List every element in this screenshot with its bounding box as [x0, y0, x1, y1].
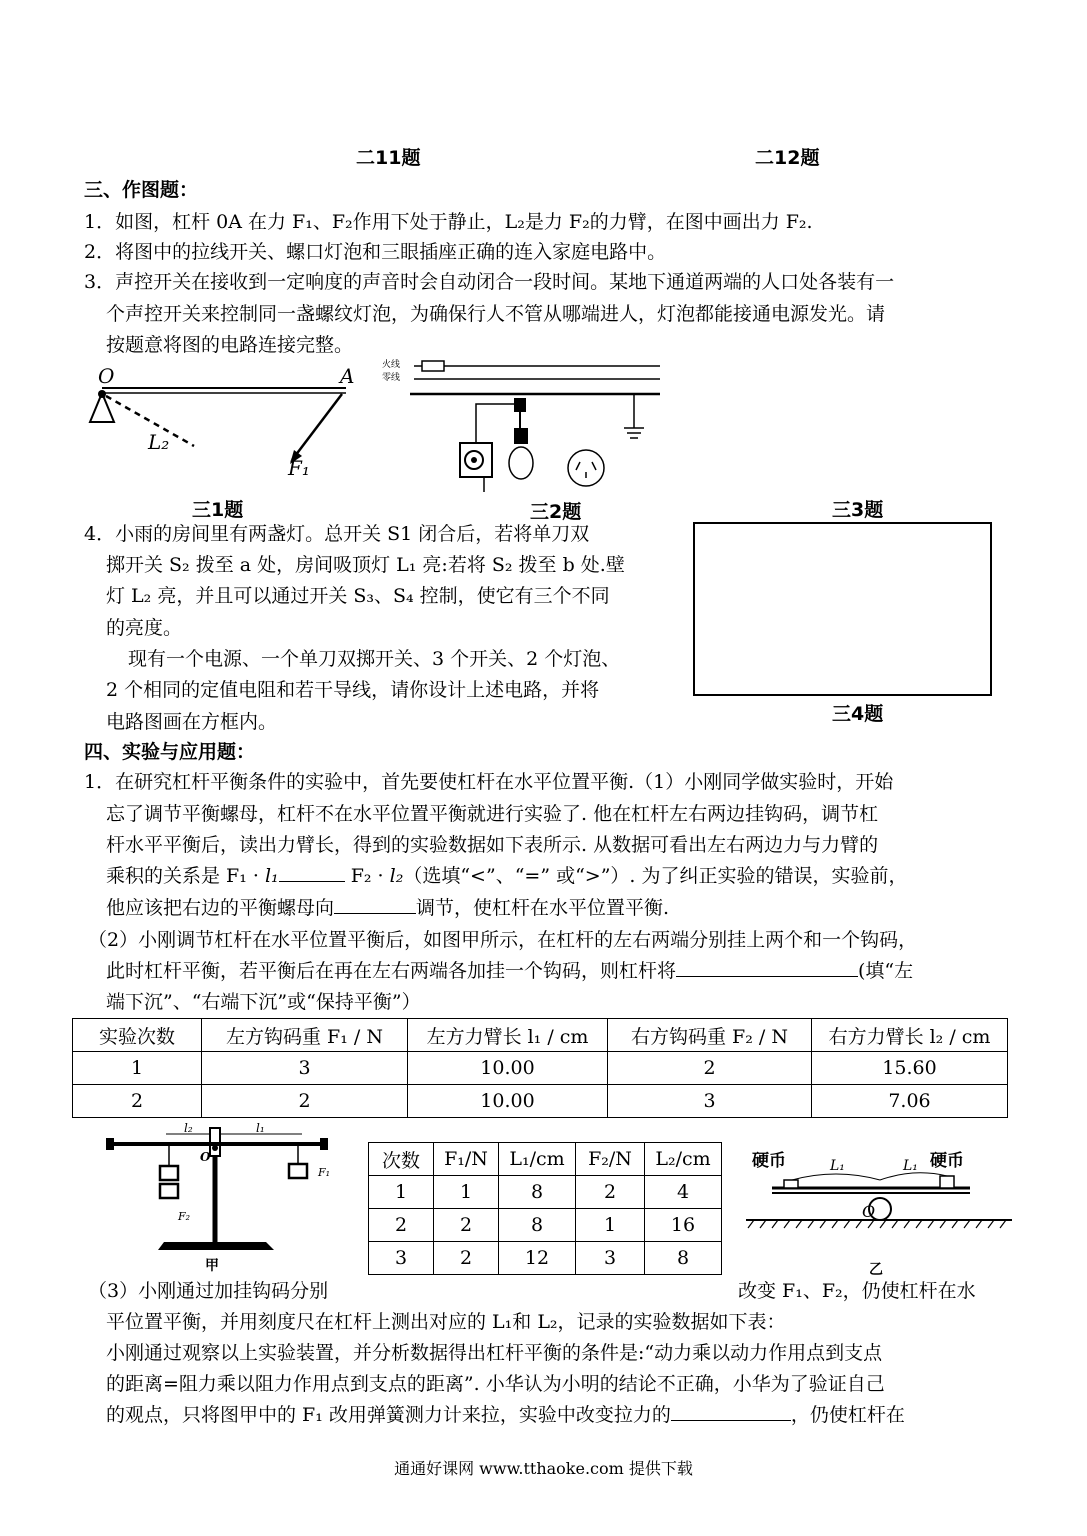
table-row	[73, 1052, 1008, 1085]
label-L2: L₂	[148, 430, 170, 454]
s3-q4-line3: 灯 L₂ 亮，并且可以通过开关 S₃、S₄ 控制，使它有三个不同	[106, 585, 610, 607]
s3-q4-line5: 现有一个电源、一个单刀双掷开关、3 个开关、2 个灯泡、	[128, 648, 621, 670]
s4-p1-line5: 他应该把右边的平衡螺母向 调节，使杠杆在水平位置平衡.	[106, 892, 669, 924]
drawing-box	[693, 522, 992, 696]
table-cell: 1	[576, 1209, 645, 1242]
s3-q4-line1: 4．小雨的房间里有两盏灯。总开关 S1 闭合后，若将单刀双	[84, 523, 590, 545]
blank-force-property[interactable]	[671, 1400, 791, 1421]
page-footer: 通通好课网 www.tthaoke.com 提供下载	[394, 1459, 693, 1478]
caption-q2-11: 二11题	[356, 147, 421, 169]
table-cell: 3	[369, 1242, 434, 1275]
label-O-yi: O	[862, 1202, 876, 1221]
blank-direction[interactable]	[334, 893, 416, 914]
label-F1-jia: F₁	[318, 1166, 331, 1179]
s4-p3-line4: 的距离=阻力乘以阻力作用点到支点的距离”. 小华认为小明的结论不正确，小华为了验证自己	[106, 1373, 885, 1395]
header-cell: 右方钩码重 F₂ / N	[608, 1019, 812, 1052]
s4-p2-line1: （2）小刚调节杠杆在水平位置平衡后，如图甲所示，在杠杆的左右两端分别挂上两个和一个钩码，	[88, 929, 918, 951]
label-coin-right: 硬币	[930, 1151, 964, 1171]
caption-q3-2: 三2题	[530, 501, 582, 523]
s3-q2: 2．将图中的拉线开关、螺口灯泡和三眼插座正确的连入家庭电路中。	[84, 241, 667, 263]
table-cell: 2	[434, 1242, 499, 1275]
s3-q3-line1: 3．声控开关在接收到一定响度的声音时会自动闭合一段时间。某地下通道两端的人口处各装有一	[84, 271, 895, 293]
table-cell: 8	[645, 1242, 722, 1275]
section4-heading: 四、实验与应用题：	[84, 741, 256, 763]
lever-figure-3-1	[84, 360, 374, 490]
caption-jia: 甲	[205, 1258, 219, 1274]
lever-apparatus-jia	[104, 1120, 334, 1260]
s3-q3-line2: 个声控开关来控制同一盏螺纹灯泡，为确保行人不管从哪端进人，灯泡都能接通电源发光。请	[106, 303, 886, 325]
table-row	[369, 1176, 722, 1209]
header-cell: L₂/cm	[645, 1143, 722, 1176]
experiment-table-1	[72, 1018, 1008, 1118]
household-circuit-figure	[380, 358, 670, 498]
label-coin-left: 硬币	[752, 1151, 786, 1171]
s4-p1-line3: 杆水平平衡后，读出力臂长，得到的实验数据如下表所示. 从数据可看出左右两边力与力臂的	[106, 834, 879, 856]
s4-p3-line2: 平位置平衡，并用刻度尺在杠杆上测出对应的 L₁和 L₂，记录的实验数据如下表：	[106, 1311, 786, 1333]
s4-p1-line2: 忘了调节平衡螺母，杠杆不在水平位置平衡就进行实验了. 他在杠杆左右两边挂钩码，调节杠	[106, 803, 879, 825]
s3-q4-line6: 2 个相同的定值电阻和若干导线，请你设计上述电路，并将	[106, 679, 600, 701]
table-cell: 2	[434, 1209, 499, 1242]
table-cell: 12	[499, 1242, 576, 1275]
header-cell: L₁/cm	[499, 1143, 576, 1176]
caption-q3-1: 三1题	[192, 499, 244, 521]
header-cell: F₁/N	[434, 1143, 499, 1176]
header-cell: 右方力臂长 l₂ / cm	[812, 1019, 1008, 1052]
table-header-row	[369, 1143, 722, 1176]
caption-q3-3: 三3题	[832, 499, 884, 521]
s4-p3-line3: 小刚通过观察以上实验装置，并分析数据得出杠杆平衡的条件是:“动力乘以动力作用点到支点	[106, 1342, 883, 1364]
table-row	[369, 1242, 722, 1275]
table-cell: 10.00	[408, 1085, 608, 1118]
table-cell: 4	[645, 1176, 722, 1209]
label-L1-left: L₁	[830, 1158, 845, 1174]
s4-p2-line3: 端下沉”、“右端下沉”或“保持平衡”）	[106, 991, 421, 1013]
table-cell: 3	[608, 1085, 812, 1118]
s3-q4-line7: 电路图画在方框内。	[106, 711, 278, 733]
table-cell: 1	[369, 1176, 434, 1209]
table-cell: 2	[576, 1176, 645, 1209]
table-cell: 2	[369, 1209, 434, 1242]
header-cell: 实验次数	[73, 1019, 202, 1052]
s3-q4-line4: 的亮度。	[106, 617, 183, 639]
table-cell: 8	[499, 1176, 576, 1209]
header-cell: 左方力臂长 l₁ / cm	[408, 1019, 608, 1052]
table-cell: 2	[202, 1085, 408, 1118]
table-cell: 1	[434, 1176, 499, 1209]
caption-q2-12: 二12题	[755, 147, 820, 169]
label-fire-wire: 火线	[382, 360, 401, 370]
table-cell: 1	[73, 1052, 202, 1085]
s4-p3-line5: 的观点，只将图甲中的 F₁ 改用弹簧测力计来拉，实验中改变拉力的 ，仍使杠杆在	[106, 1399, 905, 1431]
caption-yi: 乙	[869, 1262, 883, 1278]
s4-p2-line2: 此时杠杆平衡，若平衡后在再在左右两端各加挂一个钩码，则杠杆将 (填“左	[106, 955, 913, 987]
table-header-row	[73, 1019, 1008, 1052]
s4-p3-line1a: （3）小刚通过加挂钩码分别	[88, 1280, 329, 1302]
table-cell: 2	[608, 1052, 812, 1085]
s3-q1: 1．如图，杠杆 0A 在力 F₁、F₂作用下处于静止，L₂是力 F₂的力臂，在图中画出力 F₂.	[84, 211, 813, 233]
table-row	[369, 1209, 722, 1242]
blank-lever-result[interactable]	[676, 956, 858, 977]
s4-p3-line1b: 改变 F₁、F₂，仍使杠杆在水	[738, 1280, 976, 1302]
caption-q3-4: 三4题	[832, 703, 884, 725]
section3-heading: 三、作图题：	[84, 179, 199, 201]
table-cell: 7.06	[812, 1085, 1008, 1118]
label-L1-right: L₁	[903, 1158, 918, 1174]
table-cell: 16	[645, 1209, 722, 1242]
label-l1-jia: l₁	[256, 1121, 265, 1135]
label-zero-wire: 零线	[382, 373, 401, 383]
header-cell: F₂/N	[576, 1143, 645, 1176]
table-cell: 8	[499, 1209, 576, 1242]
experiment-table-2	[368, 1142, 722, 1275]
table-cell: 2	[73, 1085, 202, 1118]
table-cell: 3	[576, 1242, 645, 1275]
table-cell: 10.00	[408, 1052, 608, 1085]
blank-relation[interactable]	[279, 861, 345, 882]
label-A: A	[340, 364, 355, 388]
label-O-jia: O	[200, 1150, 211, 1164]
table-row	[73, 1085, 1008, 1118]
header-cell: 次数	[369, 1143, 434, 1176]
s4-p1-line1: 1．在研究杠杆平衡条件的实验中，首先要使杠杆在水平位置平衡.（1）小刚同学做实验时，开始	[84, 771, 894, 793]
label-F2-jia: F₂	[178, 1210, 191, 1223]
header-cell: 左方钩码重 F₁ / N	[202, 1019, 408, 1052]
s3-q4-line2: 掷开关 S₂ 拨至 a 处，房间吸顶灯 L₁ 亮:若将 S₂ 拨至 b 处.壁	[106, 554, 625, 576]
table-cell: 15.60	[812, 1052, 1008, 1085]
label-F1: F₁	[288, 456, 310, 480]
label-O: O	[98, 364, 115, 388]
s4-p1-line4: 乘积的关系是 F₁ · l₁ F₂ · l₂（选填“<”、“=” 或“>”）. 为了纠正实验的错误，实验前，	[106, 860, 908, 892]
s3-q3-line3: 按题意将图的电路连接完整。	[106, 334, 354, 356]
label-l2-jia: l₂	[184, 1121, 193, 1135]
table-cell: 3	[202, 1052, 408, 1085]
